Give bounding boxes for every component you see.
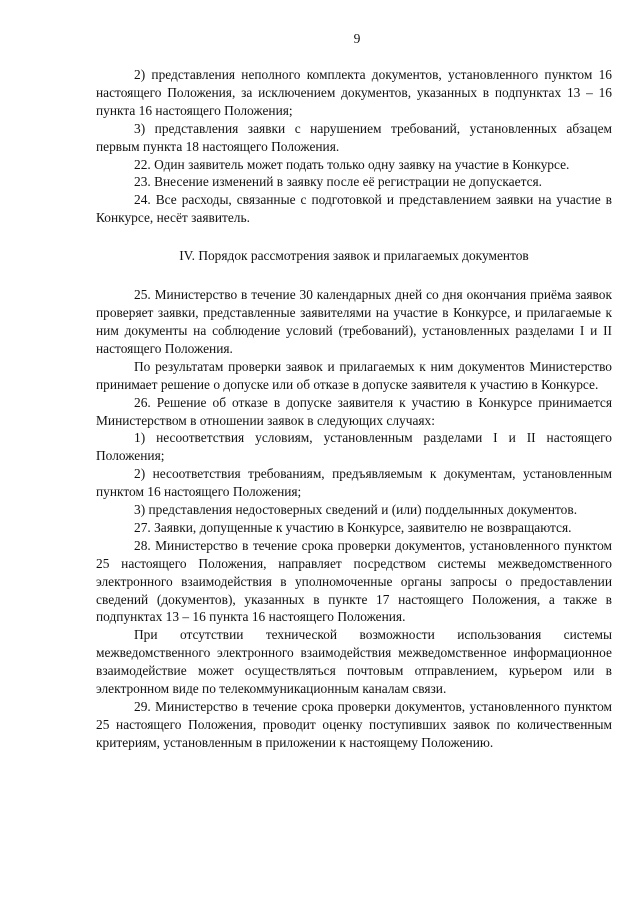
paragraph-26-item-2: 2) несоответствия требованиям, предъявляемым к документам, установленным пунктом 16 настоящего Положения;	[96, 466, 612, 500]
paragraph-24: 24. Все расходы, связанные с подготовкой и представлением заявки на участие в Конкурсе, несёт заявитель.	[96, 192, 612, 226]
paragraph-26: 26. Решение об отказе в допуске заявителя к участию в Конкурсе принимается Министерством в отношении заявок в следующих случаях:	[96, 394, 612, 428]
section-heading-iv: IV. Порядок рассмотрения заявок и прилагаемых документов	[179, 248, 529, 264]
paragraph-22: 22. Один заявитель может подать только одну заявку на участие в Конкурсе.	[134, 156, 570, 172]
paragraph-28: 28. Министерство в течение срока проверки документов, установленного пунктом 25 настоящего Положения, направляет посредством системы межведомственного электронного взаимодействия в уполномоченные органы запросы о предоставлении сведений (документов), указанных в пункте 17 настоящего Положения, а также в подпунктах 13 – 16 пункта 16 настоящего Положения.	[96, 537, 612, 625]
paragraph-25-decision: По результатам проверки заявок и прилагаемых к ним документов Министерство принимает решение о допуске или об отказе в допуске заявителя к участию в Конкурсе.	[96, 358, 612, 392]
paragraph-25: 25. Министерство в течение 30 календарных дней со дня окончания приёма заявок проверяет заявки, представленные заявителями на участие в Конкурсе, и прилагаемые к ним документы на соблюдение условий (требований), установленных разделами I и II настоящего Положения.	[96, 287, 612, 356]
paragraph-27: 27. Заявки, допущенные к участию в Конкурсе, заявителю не возвращаются.	[134, 519, 572, 535]
paragraph-29: 29. Министерство в течение срока проверки документов, установленного пунктом 25 настоящего Положения, проводит оценку поступивших заявок по количественным критериям, установленным в приложении к настоящему Положению.	[96, 699, 612, 750]
paragraph-23: 23. Внесение изменений в заявку после её регистрации не допускается.	[134, 174, 543, 190]
paragraph-item-2: 2) представления неполного комплекта документов, установленного пунктом 16 настоящего Положения, за исключением документов, указанных в подпунктах 13 – 16 пункта 16 настоящего Положения;	[96, 67, 612, 118]
document-page	[96, 30, 612, 752]
page-number: 9	[353, 31, 361, 46]
paragraph-26-item-3: 3) представления недостоверных сведений и (или) подделынных документов.	[134, 502, 578, 518]
paragraph-28-alternative: При отсутствии технической возможности использования системы межведомственного электронного взаимодействия межведомственное информационное взаимодействие может осуществляться почтовым отправлением, курьером или в электронном виде по телекоммуникационным каналам связи.	[96, 627, 612, 697]
paragraph-item-3: 3) представления заявки с нарушением требований, установленных абзацем первым пункта 18 настоящего Положения.	[96, 120, 612, 154]
paragraph-26-item-1: 1) несоответствия условиям, установленным разделами I и II настоящего Положения;	[96, 430, 612, 464]
